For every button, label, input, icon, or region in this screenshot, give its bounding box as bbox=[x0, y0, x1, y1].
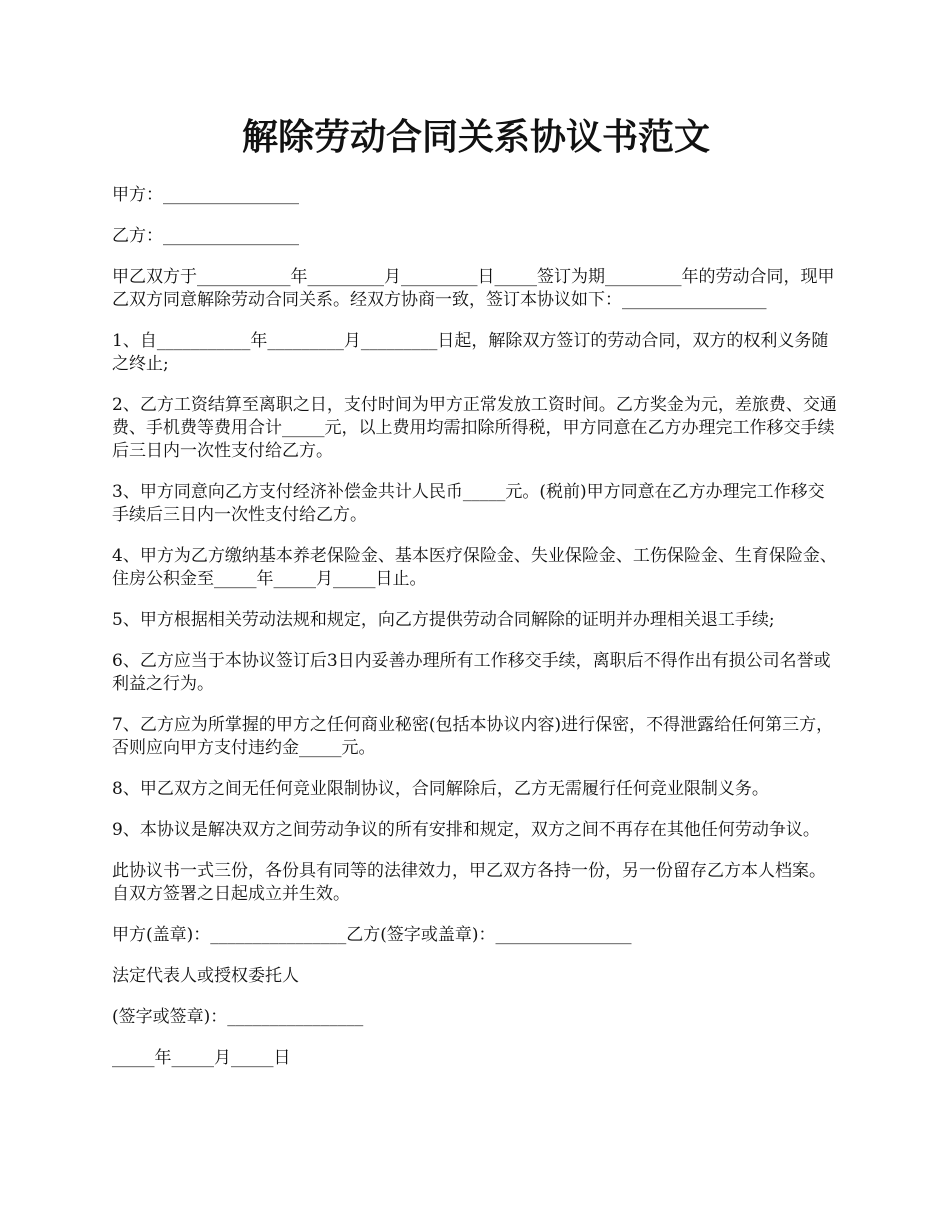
clause-9: 9、本协议是解决双方之间劳动争议的所有安排和规定，双方之间不再存在其他任何劳动争议。 bbox=[112, 820, 820, 840]
clause-4: 4、甲方为乙方缴纳基本养老保险金、基本医疗保险金、失业保险金、工伤保险金、生育保险金、住房公积金至_____年_____月_____日止。 bbox=[112, 546, 837, 589]
sign-or-seal-line: (签字或签章)：________________ bbox=[112, 1007, 364, 1027]
intro-paragraph: 甲乙双方于___________年_________月_________日_____签订为期_________年的劳动合同，现甲乙双方同意解除劳动合同关系。经双方协商一致，签订本协议如下：_________________ bbox=[112, 267, 835, 310]
clause-6: 6、乙方应当于本协议签订后3日内妥善办理所有工作移交手续，离职后不得作出有损公司名誉或利益之行为。 bbox=[112, 651, 831, 694]
closing-paragraph: 此协议书一式三份，各份具有同等的法律效力，甲乙双方各持一份，另一份留存乙方本人档案。自双方签署之日起成立并生效。 bbox=[112, 861, 826, 904]
signature-line: 甲方(盖章)：________________乙方(签字或盖章)：________________ bbox=[112, 925, 632, 945]
document-page bbox=[112, 0, 840, 1070]
document-title: 解除劳动合同关系协议书范文 bbox=[241, 116, 710, 158]
party-a-line: 甲方：________________ bbox=[112, 185, 299, 205]
clause-7: 7、乙方应为所掌握的甲方之任何商业秘密(包括本协议内容)进行保密，不得泄露给任何第三方，否则应向甲方支付违约金_____元。 bbox=[112, 715, 834, 758]
clause-8: 8、甲乙双方之间无任何竞业限制协议，合同解除后，乙方无需履行任何竞业限制义务。 bbox=[112, 779, 769, 799]
clause-5: 5、甲方根据相关劳动法规和规定，向乙方提供劳动合同解除的证明并办理相关退工手续; bbox=[112, 610, 775, 630]
clause-2: 2、乙方工资结算至离职之日，支付时间为甲方正常发放工资时间。乙方奖金为元，差旅费、交通费、手机费等费用合计_____元，以上费用均需扣除所得税，甲方同意在乙方办理完工作移交手续后三日内一次性支付给乙方。 bbox=[112, 395, 837, 461]
party-b-line: 乙方：________________ bbox=[112, 226, 299, 246]
representative-line: 法定代表人或授权委托人 bbox=[112, 966, 299, 986]
date-line: _____年_____月_____日 bbox=[112, 1048, 291, 1068]
clause-3: 3、甲方同意向乙方支付经济补偿金共计人民币_____元。(税前)甲方同意在乙方办理完工作移交手续后三日内一次性支付给乙方。 bbox=[112, 482, 825, 525]
clause-1: 1、自___________年_________月_________日起，解除双方签订的劳动合同，双方的权利义务随之终止; bbox=[112, 331, 829, 374]
